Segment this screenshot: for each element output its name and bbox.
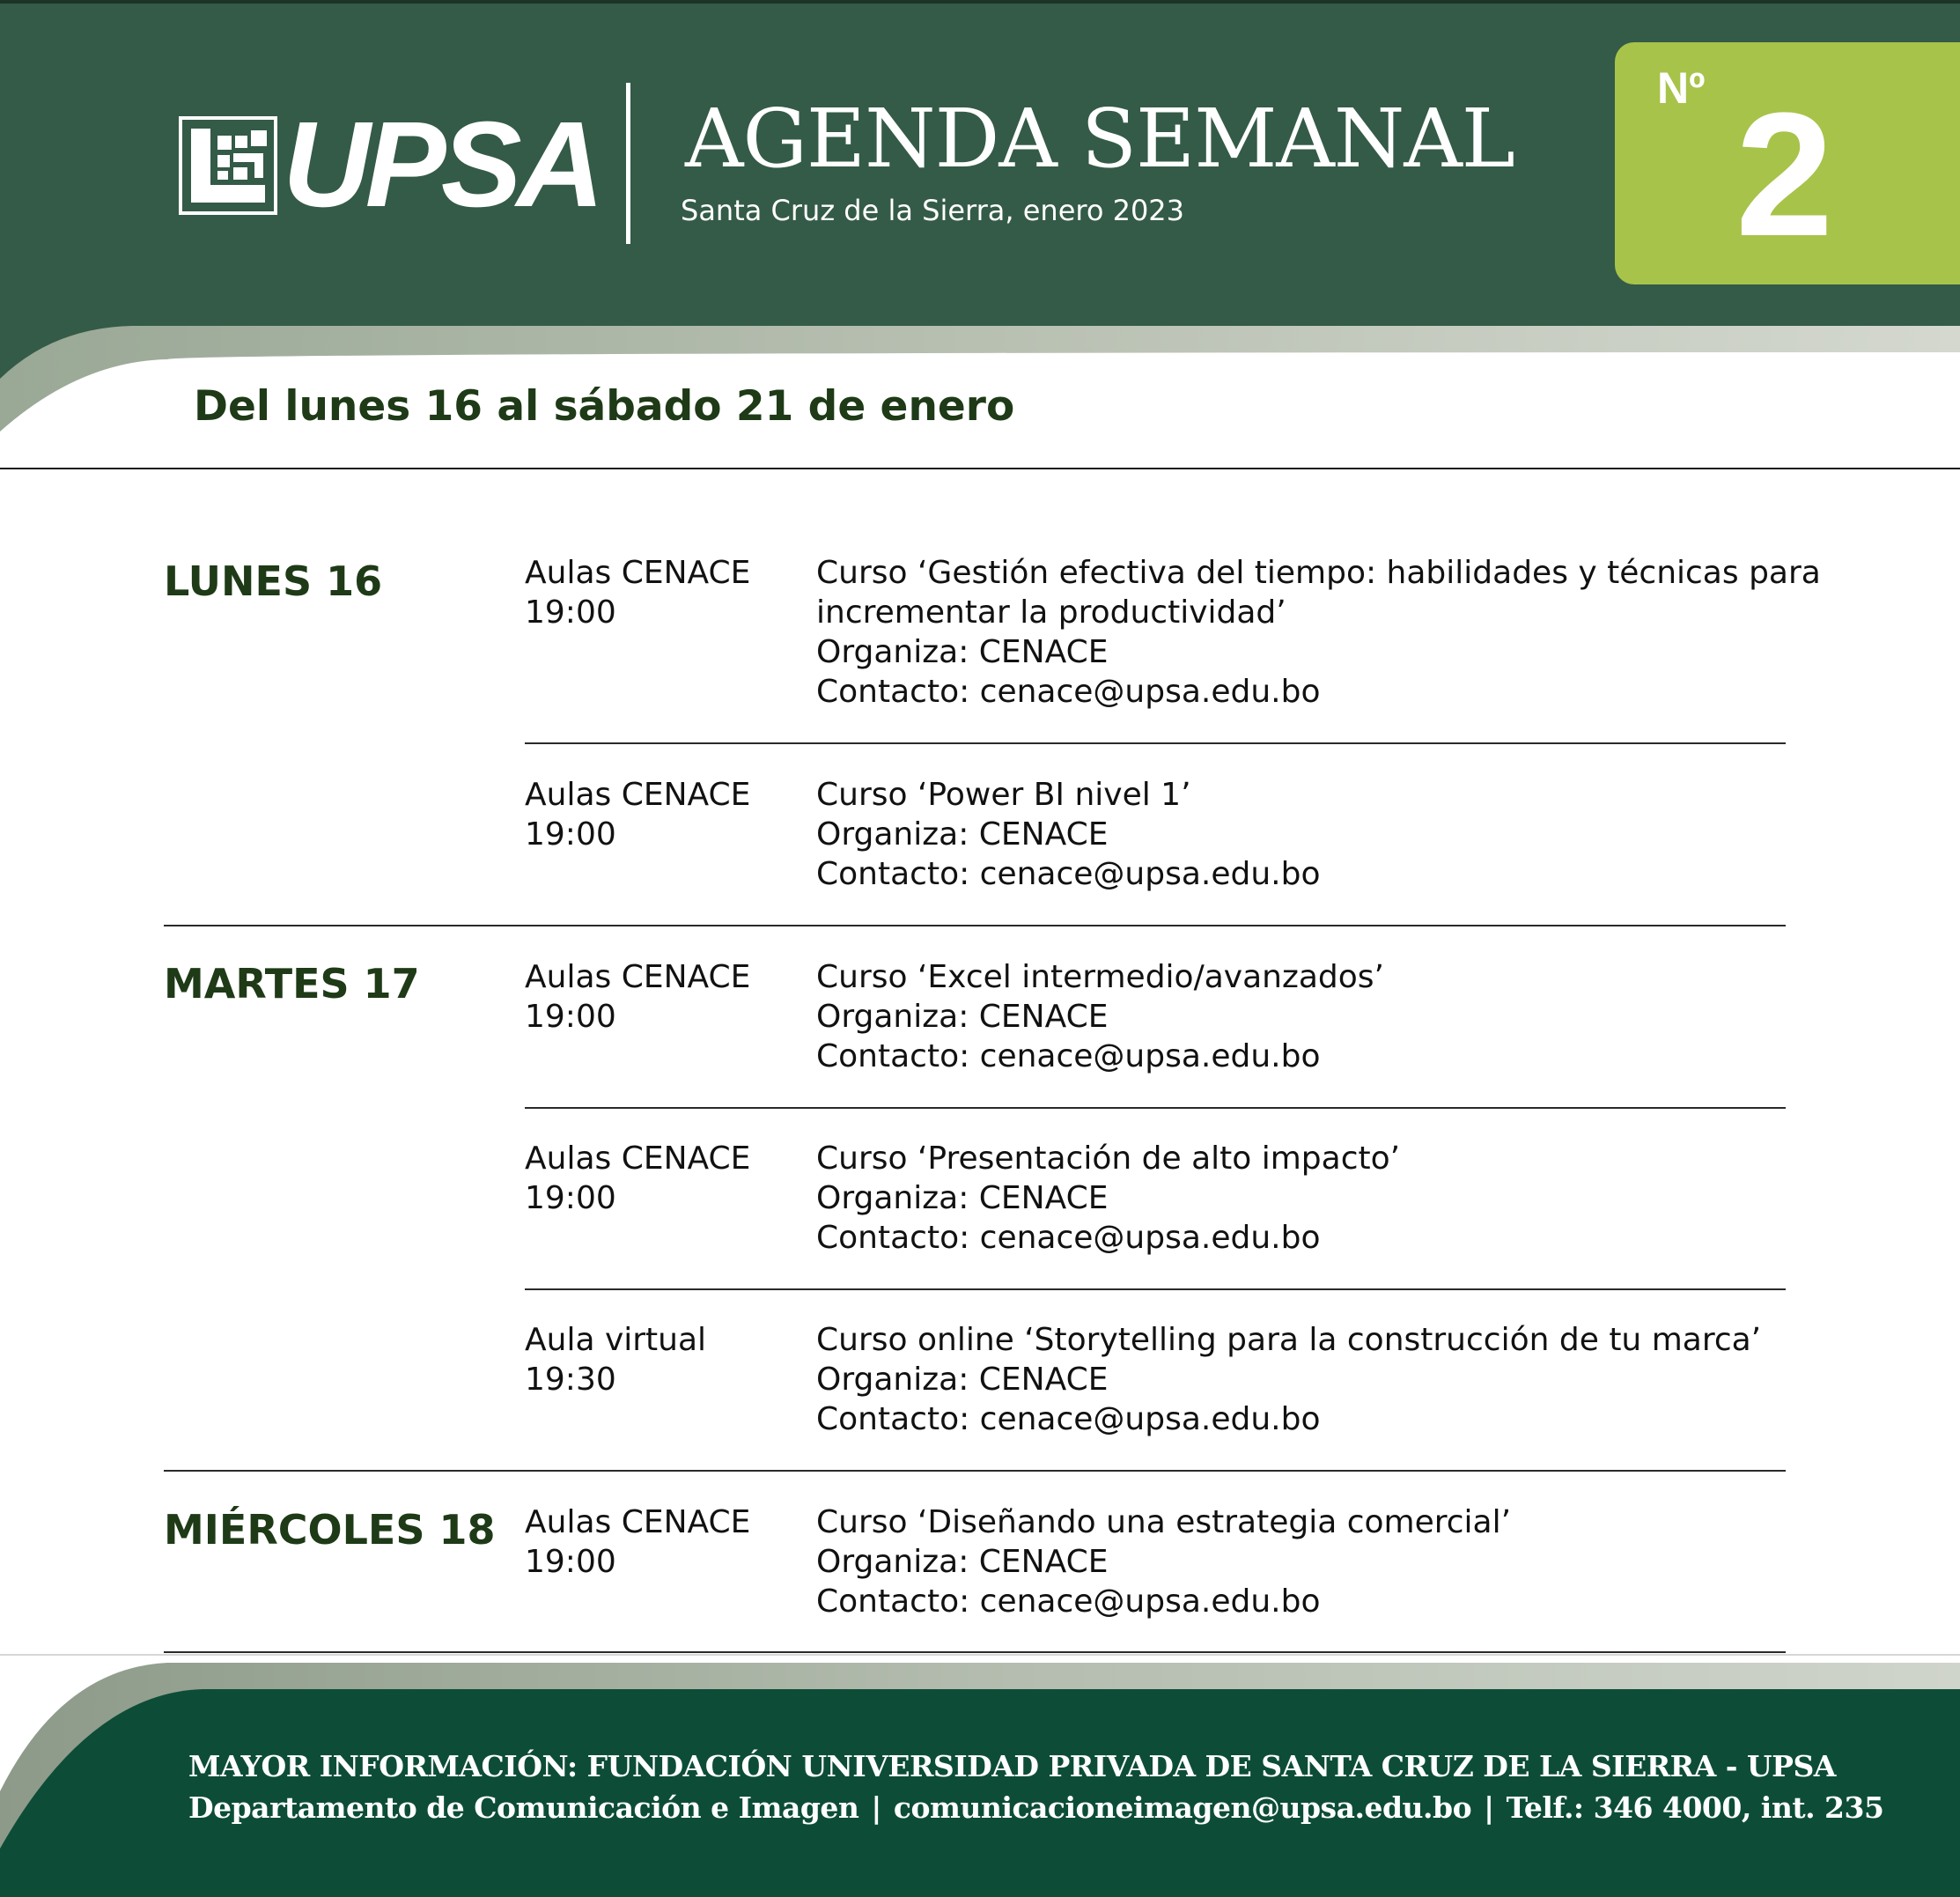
event-place-time [525,957,807,1037]
event-place-time [525,553,807,632]
event-place-time [525,775,807,854]
event-organizer: Organiza: CENACE [816,1362,1109,1398]
event-place: Aula virtual [525,1322,707,1358]
event-title-line: Curso ‘Diseñando una estrategia comercial’ [816,1504,1512,1540]
event-description [816,1502,1785,1621]
event-organizer: Organiza: CENACE [816,1544,1109,1580]
event-place: Aulas CENACE [525,1140,751,1177]
upsa-logo-text: UPSA [283,97,600,233]
event-description [816,957,1785,1076]
week-range-rule [0,468,1960,469]
footer-separator: | [1484,1790,1494,1825]
event-divider [525,1288,1786,1290]
page-title: AGENDA SEMANAL [685,92,1514,186]
event-contact: Contacto: cenace@upsa.edu.bo [816,856,1321,892]
event-title-line: Curso online ‘Storytelling para la construcción de tu marca’ [816,1322,1762,1358]
event-time: 19:00 [525,1544,616,1580]
event-divider [525,1107,1786,1109]
page-subtitle: Santa Cruz de la Sierra, enero 2023 [681,194,1185,227]
event-place: Aulas CENACE [525,555,751,591]
upsa-emblem-icon [179,116,277,215]
event-description [816,775,1785,894]
event-place-time [525,1502,807,1582]
event-time: 19:00 [525,1180,616,1216]
footer-separator: | [871,1790,881,1825]
event-organizer: Organiza: CENACE [816,1180,1109,1216]
footer-top-rule [0,1654,1960,1656]
issue-number: 2 [1735,77,1834,273]
event-time: 19:00 [525,999,616,1035]
issue-badge [1615,42,1960,284]
footer-email-link[interactable]: comunicacioneimagen@upsa.edu.bo [893,1790,1472,1825]
event-organizer: Organiza: CENACE [816,999,1109,1035]
event-description [816,1139,1785,1258]
issue-label: Nº [1657,63,1706,113]
event-title-line: Curso ‘Excel intermedio/avanzados’ [816,959,1384,995]
event-place: Aulas CENACE [525,959,751,995]
event-title-line: Curso ‘Power BI nivel 1’ [816,777,1191,813]
event-contact: Contacto: cenace@upsa.edu.bo [816,674,1321,710]
event-title-line: Curso ‘Gestión efectiva del tiempo: habilidades y técnicas para [816,555,1821,591]
footer-phone: Telf.: 346 4000, int. 235 [1506,1790,1884,1825]
event-contact: Contacto: cenace@upsa.edu.bo [816,1220,1321,1256]
event-title-line: Curso ‘Presentación de alto impacto’ [816,1140,1401,1177]
event-organizer: Organiza: CENACE [816,816,1109,853]
event-description [816,553,1821,712]
footer-more-info: MAYOR INFORMACIÓN: FUNDACIÓN UNIVERSIDAD PRIVADA DE SANTA CRUZ DE LA SIERRA - UPSA [188,1749,1836,1783]
day-divider [164,1651,1786,1653]
event-place-time [525,1320,807,1399]
event-place-time [525,1139,807,1218]
upsa-logo [179,97,600,233]
day-divider [164,925,1786,926]
event-contact: Contacto: cenace@upsa.edu.bo [816,1401,1321,1437]
event-contact: Contacto: cenace@upsa.edu.bo [816,1038,1321,1074]
week-range-heading: Del lunes 16 al sábado 21 de enero [194,382,1015,431]
day-label-miercoles: MIÉRCOLES 18 [164,1506,496,1554]
event-time: 19:00 [525,594,616,631]
header-top-line [0,0,1960,4]
event-time: 19:30 [525,1362,616,1398]
event-time: 19:00 [525,816,616,853]
event-divider [525,742,1786,744]
footer-contact-line [188,1790,1883,1827]
event-place: Aulas CENACE [525,777,751,813]
event-title-line: incrementar la productividad’ [816,594,1286,631]
day-label-lunes: LUNES 16 [164,557,383,605]
event-place: Aulas CENACE [525,1504,751,1540]
day-label-martes: MARTES 17 [164,960,420,1008]
header-divider [626,83,630,244]
event-organizer: Organiza: CENACE [816,634,1109,670]
event-contact: Contacto: cenace@upsa.edu.bo [816,1583,1321,1620]
day-divider [164,1470,1786,1472]
event-description [816,1320,1785,1439]
footer-department: Departamento de Comunicación e Imagen [188,1790,859,1825]
